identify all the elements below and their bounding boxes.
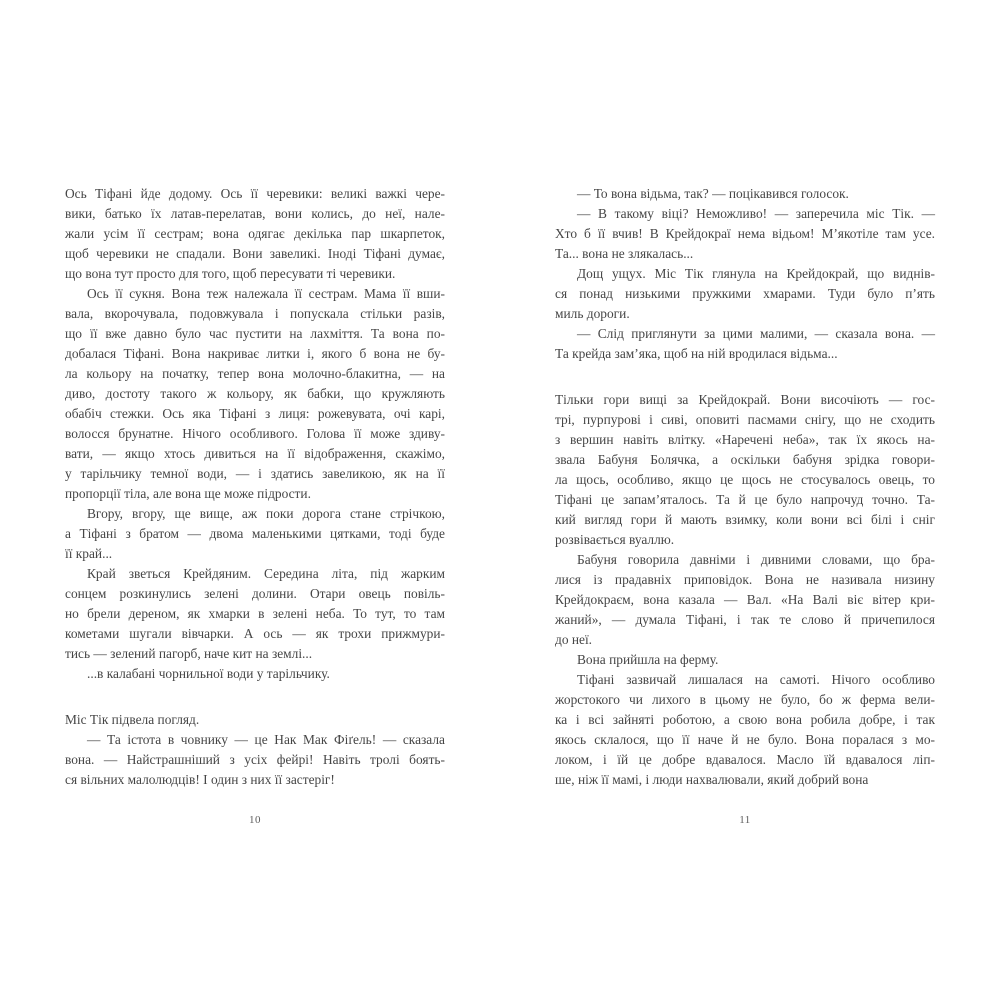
text-line: розвівається вуаллю. bbox=[555, 532, 675, 547]
text-line: Тіфані це запам’яталось. Та й це було напрочуд точно. Та- bbox=[555, 492, 935, 507]
text-line: з вершин навіть влітку. «Наречені неба», так їх якось на- bbox=[555, 432, 935, 447]
paragraph bbox=[65, 504, 445, 564]
text-line: ше, ніж її мамі, і люди нахвалювали, який добрий вона bbox=[555, 772, 869, 787]
paragraph bbox=[65, 664, 445, 684]
paragraph bbox=[555, 184, 935, 204]
text-line: вати, — якщо хтось дивиться на її відображення, скажімо, bbox=[65, 446, 445, 461]
text-line: Бабуня говорила давніми і дивними словами, що бра- bbox=[577, 552, 935, 567]
text-line: кий вигляд гори й мають взимку, коли вони всі білі і сніг bbox=[555, 512, 935, 527]
text-line: ся понад низькими пружкими хмарами. Туди було п’ять bbox=[555, 286, 935, 301]
paragraph bbox=[555, 204, 935, 264]
text-line: звала Бабуня Болячка, а оскільки бабуня зрідка говори- bbox=[555, 452, 935, 467]
book-page-right bbox=[555, 184, 935, 790]
text-line: ла кольору на початку, тепер вона молочно-блакитна, — на bbox=[65, 366, 445, 381]
text-line: Вгору, вгору, ще вище, аж поки дорога стане стрічкою, bbox=[87, 506, 445, 521]
text-line: що її вже давно було час пустити на лахміття. Та вона по- bbox=[65, 326, 445, 341]
page-number-right: 11 bbox=[739, 814, 751, 826]
text-line: Ось її сукня. Вона теж належала її сестрам. Мама її вши- bbox=[87, 286, 445, 301]
text-line: її край... bbox=[65, 546, 113, 561]
text-line: ла щось, особливо, якщо це щось не стосувалось овець, то bbox=[555, 472, 935, 487]
text-line: Та крейда зам’яка, щоб на ній вродилася відьма... bbox=[555, 346, 838, 361]
text-line: щоб черевики не спадали. Вони завеликі. Іноді Тіфані думає, bbox=[65, 246, 445, 261]
page-number-left: 10 bbox=[249, 814, 261, 826]
paragraph bbox=[555, 650, 935, 670]
text-line: тись — зелений пагорб, наче кит на землі... bbox=[65, 646, 313, 661]
text-line: вики, батько їх латав-перелатав, вони колись, до неї, нале- bbox=[65, 206, 445, 221]
paragraph bbox=[65, 284, 445, 504]
text-line: — Та істота в човнику — це Нак Мак Фіґель! — сказала bbox=[87, 732, 445, 747]
text-line: Тіфані зазвичай лишалася на самоті. Нічого особливо bbox=[577, 672, 935, 687]
paragraph bbox=[555, 264, 935, 324]
text-line: Край зветься Крейдяним. Середина літа, під жарким bbox=[87, 566, 445, 581]
text-line: Дощ ущух. Міс Тік глянула на Крейдокрай, що виднів- bbox=[577, 266, 935, 281]
text-line: лися із прадавніх приповідок. Вона не називала низину bbox=[555, 572, 935, 587]
text-line: Вона прийшла на ферму. bbox=[577, 652, 719, 667]
text-line: до неї. bbox=[555, 632, 593, 647]
text-line: локом, і їй це добре вдавалося. Масло їй вдавалося ліп- bbox=[555, 752, 935, 767]
text-line: миль дороги. bbox=[555, 306, 630, 321]
text-line: диво, достоту такого ж кольору, як бабки, що кружляють bbox=[65, 386, 445, 401]
text-line: якось склалося, що її наче й не було. Вона поралася з мо- bbox=[555, 732, 935, 747]
text-line: вона. — Найстрашніший з усіх фейрі! Навіть тролі боять- bbox=[65, 752, 445, 767]
paragraph bbox=[65, 184, 445, 284]
text-line: Хто б її вчив! В Крейдокраї нема відьом! М’якотіле там усе. bbox=[555, 226, 935, 241]
text-line: обабіч стежки. Ось яка Тіфані з лиця: рожевувата, очі карі, bbox=[65, 406, 445, 421]
text-line: ка і всі зайняті роботою, а свою вона робила добре, і так bbox=[555, 712, 935, 727]
paragraph bbox=[555, 670, 935, 790]
text-line: Тільки гори вищі за Крейдокрай. Вони височіють — гос- bbox=[555, 392, 935, 407]
text-line: ся вільних малолюдців! І один з них її застеріг! bbox=[65, 772, 335, 787]
text-line: вала, вкорочувала, подовжувала і попускала стільки разів, bbox=[65, 306, 445, 321]
text-line: волосся брунатне. Нічого особливого. Голова її може здиву- bbox=[65, 426, 445, 441]
text-line: — В такому віці? Неможливо! — заперечила міс Тік. — bbox=[577, 206, 935, 221]
text-line: Крейдокраєм, вона казала — Вал. «На Валі віє вітер кри- bbox=[555, 592, 935, 607]
paragraph bbox=[65, 564, 445, 664]
text-line: — То вона відьма, так? — поцікавився голосок. bbox=[577, 186, 849, 201]
text-line: а Тіфані з братом — двома маленькими цятками, тоді буде bbox=[65, 526, 445, 541]
text-line: добалася Тіфані. Вона накриває литки і, якого б вона не бу- bbox=[65, 346, 445, 361]
book-page-left bbox=[65, 184, 445, 790]
text-line: но брели дереном, як хмарки в зелені неба. То тут, то там bbox=[65, 606, 445, 621]
paragraph bbox=[555, 390, 935, 550]
text-line: Ось Тіфані йде додому. Ось її черевики: великі важкі чере- bbox=[65, 186, 445, 201]
text-line: у тарільчику темної води, — і здатись завеликою, як на її bbox=[65, 466, 445, 481]
text-line: ...в калабані чорнильної води у тарільчику. bbox=[87, 666, 330, 681]
paragraph bbox=[65, 730, 445, 790]
paragraph bbox=[555, 550, 935, 650]
paragraph bbox=[65, 710, 445, 730]
text-line: жорстокого чи лихого в цьому не було, бо ж ферма вели- bbox=[555, 692, 935, 707]
text-line: трі, пурпурові і сиві, оповиті пасмами снігу, що не сходить bbox=[555, 412, 935, 427]
paragraph bbox=[555, 324, 935, 364]
text-line: пропорції тіла, але вона ще може підрости. bbox=[65, 486, 311, 501]
text-line: жали усім її сестрам; вона одягає декілька пар шкарпеток, bbox=[65, 226, 445, 241]
text-line: Та... вона не злякалась... bbox=[555, 246, 694, 261]
text-line: — Слід приглянути за цими малими, — сказала вона. — bbox=[577, 326, 935, 341]
text-line: кометами шугали вівчарки. А ось — як трохи прижмури- bbox=[65, 626, 445, 641]
text-line: сонцем розкинулись зелені долини. Отари овець повіль- bbox=[65, 586, 445, 601]
text-line: жаний», — думала Тіфані, і так те слово й причепилося bbox=[555, 612, 935, 627]
text-line: що вона тут просто для того, щоб пересувати ті черевики. bbox=[65, 266, 396, 281]
text-line: Міс Тік підвела погляд. bbox=[65, 712, 200, 727]
